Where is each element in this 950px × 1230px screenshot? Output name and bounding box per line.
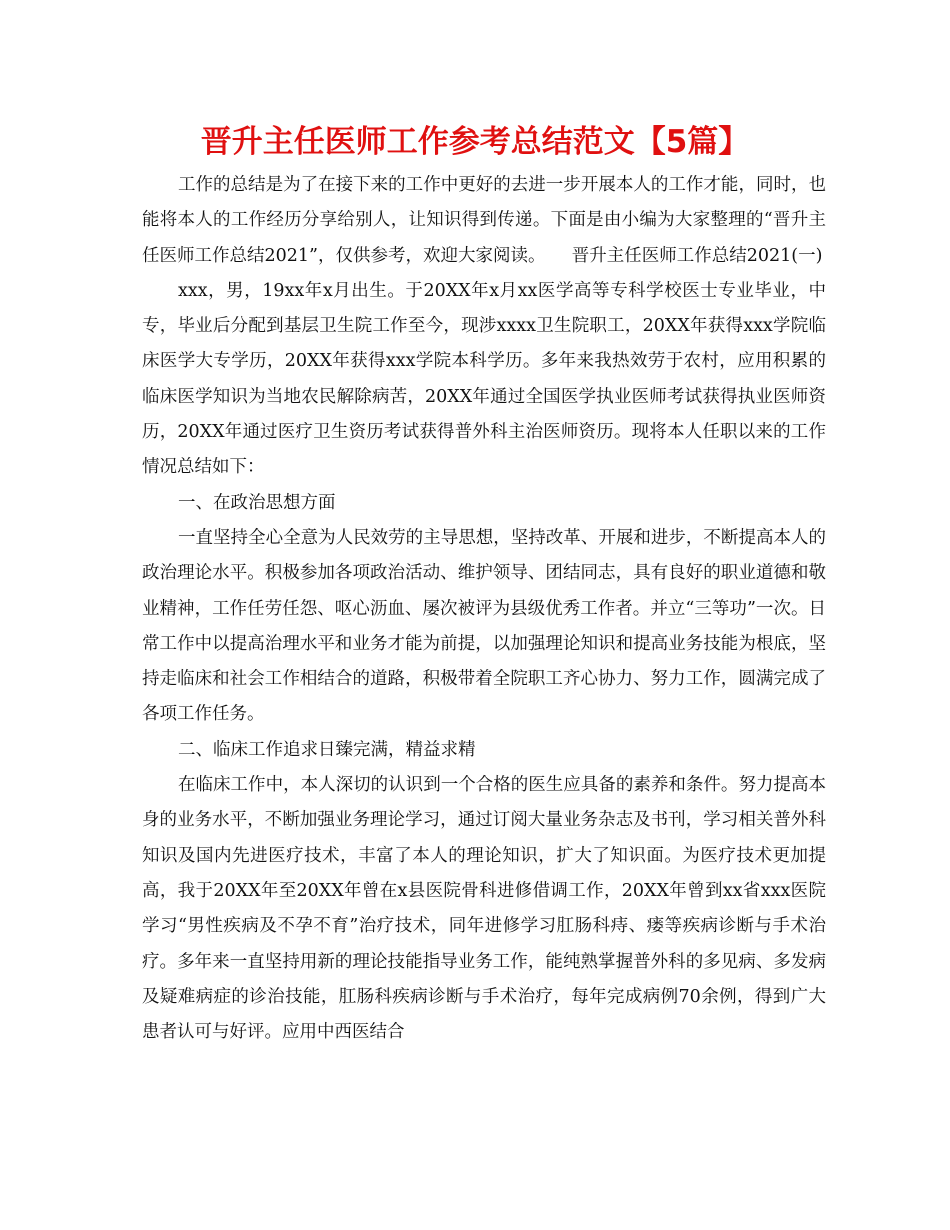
bio-paragraph: xxx，男，19xx年x月出生。于20XX年x月xx医学高等专科学校医士专业毕业，中专，毕业后分配到基层卫生院工作至今，现涉xxxx卫生院职工，20XX年获得xxx学院临床医学大专学历，20XX年获得xxx学院本科学历。多年来我热效劳于农村，应用积累的临床医学知识为当地农民解除病苦，20XX年通过全国医学执业医师考试获得执业医师资历，20XX年通过医疗卫生资历考试获得普外科主治医师资历。现将本人任职以来的工作情况总结如下：	[142, 280, 826, 478]
politics-paragraph: 一直坚持全心全意为人民效劳的主导思想，坚持改革、开展和进步，不断提高本人的政治理论水平。积极参加各项政治活动、维护领导、团结同志，具有良好的职业道德和敬业精神，工作任劳任怨、呕心沥血、屡次被评为县级优秀工作者。并立“三等功”一次。日常工作中以提高治理水平和业务才能为前提，以加强理论知识和提高业务技能为根底，坚持走临床和社会工作相结合的道路，积极带着全院职工齐心协力、努力工作，圆满完成了各项工作任务。	[142, 527, 826, 725]
document-title: 晋升主任医师工作参考总结范文【5篇】	[200, 124, 750, 160]
intro-paragraph: 工作的总结是为了在接下来的工作中更好的去进一步开展本人的工作才能，同时，也能将本人的工作经历分享给别人，让知识得到传递。下面是由小编为大家整理的“晋升主任医师工作总结2021”，仅供参考，欢迎大家阅读。 晋升主任医师工作总结2021(一)	[142, 175, 826, 266]
document-body	[142, 168, 826, 1050]
section-heading-clinical: 二、临床工作追求日臻完满，精益求精	[178, 739, 476, 760]
clinical-paragraph: 在临床工作中，本人深切的认识到一个合格的医生应具备的素养和条件。努力提高本身的业务水平，不断加强业务理论学习，通过订阅大量业务杂志及书刊，学习相关普外科知识及国内先进医疗技术，丰富了本人的理论知识，扩大了知识面。为医疗技术更加提高，我于20XX年至20XX年曾在x县医院骨科进修借调工作，20XX年曾到xx省xxx医院学习“男性疾病及不孕不育”治疗技术，同年进修学习肛肠科痔、瘘等疾病诊断与手术治疗。多年来一直坚持用新的理论技能指导业务工作，能纯熟掌握普外科的多见病、多发病及疑难病症的诊治技能，肛肠科疾病诊断与手术治疗，每年完成病例70余例，得到广大患者认可与好评。应用中西医结合	[142, 775, 826, 1043]
section-heading-politics: 一、在政治思想方面	[178, 492, 336, 513]
